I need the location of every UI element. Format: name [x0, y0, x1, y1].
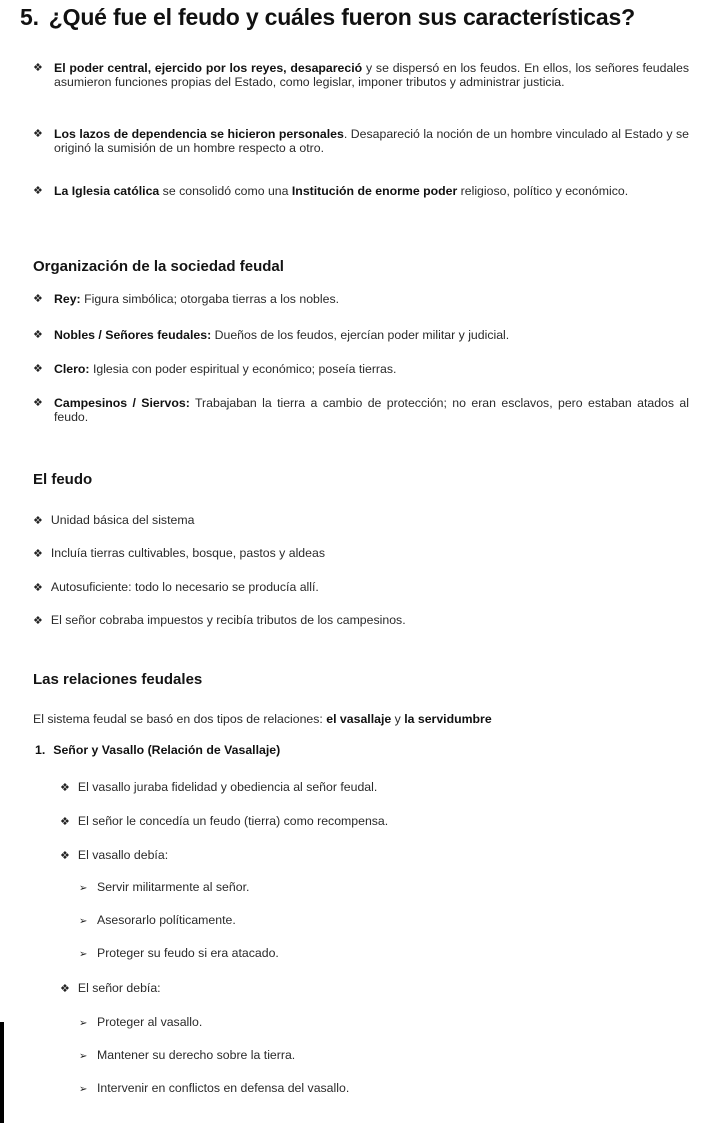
intro-text: se consolidó como una: [159, 184, 292, 198]
diamond-bullet-icon: ❖: [33, 548, 43, 560]
vasallo-duty-text: Servir militarmente al señor.: [97, 880, 250, 894]
subsection-heading-vasallaje: [35, 743, 280, 757]
org-item-lead: Clero:: [54, 362, 90, 376]
question-text: ¿Qué fue el feudo y cuáles fueron sus características?: [48, 4, 635, 30]
feudo-item: [33, 580, 319, 596]
diamond-bullet-icon: ❖: [33, 128, 43, 140]
relaciones-intro-text: El sistema feudal se basó en dos tipos de relaciones:: [33, 712, 327, 726]
diamond-bullet-icon: ❖: [33, 582, 43, 594]
org-item-campesinos: [54, 397, 689, 424]
arrow-bullet-icon: ➢: [79, 883, 88, 894]
feudo-item-text: El señor cobraba impuestos y recibía tributos de los campesinos.: [50, 613, 406, 627]
feudo-item-text: Autosuficiente: todo lo necesario se producía allí.: [50, 580, 319, 594]
senor-duty: [79, 1015, 202, 1031]
intro-lead: La Iglesia católica: [54, 184, 160, 198]
feudo-item: [33, 546, 325, 562]
org-item-clero: [54, 363, 689, 377]
arrow-bullet-icon: ➢: [79, 1084, 88, 1095]
relaciones-intro-bold: la servidumbre: [404, 712, 492, 726]
intro-item: [54, 128, 689, 155]
senor-duty: [79, 1048, 295, 1064]
diamond-bullet-icon: ❖: [33, 363, 43, 375]
vasallo-duties-label-text: El vasallo debía:: [77, 848, 169, 862]
feudo-item: [33, 613, 406, 629]
org-item-lead: Nobles / Señores feudales:: [54, 328, 212, 342]
relaciones-intro: [33, 712, 492, 726]
vasallo-duty: [79, 880, 249, 896]
senor-duty: [79, 1081, 349, 1097]
senor-duties-label-text: El señor debía:: [77, 981, 161, 995]
org-item-lead: Rey:: [54, 292, 81, 306]
intro-lead: El poder central, ejercido por los reyes, desapareció: [54, 61, 363, 75]
feudo-item-text: Incluía tierras cultivables, bosque, pastos y aldeas: [50, 546, 325, 560]
org-item-text: Dueños de los feudos, ejercían poder militar y judicial.: [211, 328, 510, 342]
diamond-bullet-icon: ❖: [33, 293, 43, 305]
diamond-bullet-icon: ❖: [33, 62, 43, 74]
intro-item: [54, 62, 689, 89]
feudo-item: [33, 513, 194, 529]
diamond-bullet-icon: ❖: [60, 850, 70, 862]
diamond-bullet-icon: ❖: [60, 983, 70, 995]
senor-duty-text: Mantener su derecho sobre la tierra.: [97, 1048, 296, 1062]
diamond-bullet-icon: ❖: [33, 185, 43, 197]
vasallo-duty-text: Asesorarlo políticamente.: [97, 913, 236, 927]
vasallaje-item: [60, 780, 377, 796]
vasallo-duties-label: [60, 848, 168, 864]
vasallaje-item-text: El señor le concedía un feudo (tierra) como recompensa.: [77, 814, 389, 828]
diamond-bullet-icon: ❖: [33, 397, 43, 409]
diamond-bullet-icon: ❖: [33, 615, 43, 627]
section-heading-organizacion: Organización de la sociedad feudal: [33, 258, 284, 275]
intro-lead: Institución de enorme poder: [291, 184, 458, 198]
org-item-text: Iglesia con poder espiritual y económico; poseía tierras.: [89, 362, 397, 376]
org-item-text: Trabajaban la tierra a cambio de protección; no eran esclavos, pero estaban atados al feudo.: [54, 396, 689, 424]
subsection-title: Señor y Vasallo (Relación de Vasallaje): [53, 743, 281, 757]
feudo-item-text: Unidad básica del sistema: [50, 513, 195, 527]
arrow-bullet-icon: ➢: [79, 1051, 88, 1062]
intro-text: y se dispersó en los feudos. En ellos, los señores feudales asumieron funciones propias del Estado, como legislar, imponer tributos y administrar justicia.: [54, 61, 690, 89]
vasallo-duty: [79, 913, 236, 929]
intro-text: . Desapareció la noción de un hombre vinculado al Estado y se originó la sumisión de un hombre respecto a otro.: [54, 127, 689, 155]
intro-lead: Los lazos de dependencia se hicieron personales: [54, 127, 344, 141]
vasallaje-item: [60, 814, 388, 830]
arrow-bullet-icon: ➢: [79, 949, 88, 960]
question-number: 5.: [20, 4, 39, 30]
org-item-lead: Campesinos / Siervos:: [54, 396, 190, 410]
section-heading-feudo: El feudo: [33, 471, 93, 488]
intro-item: [54, 185, 689, 199]
org-item-nobles: [54, 329, 689, 343]
senor-duty-text: Proteger al vasallo.: [97, 1015, 203, 1029]
diamond-bullet-icon: ❖: [33, 515, 43, 527]
senor-duties-label: [60, 981, 161, 997]
vasallo-duty-text: Proteger su feudo si era atacado.: [97, 946, 279, 960]
section-heading-relaciones: Las relaciones feudales: [33, 671, 203, 688]
page-title: [20, 4, 716, 31]
left-edge-bar: [0, 1022, 4, 1123]
diamond-bullet-icon: ❖: [60, 782, 70, 794]
arrow-bullet-icon: ➢: [79, 1018, 88, 1029]
subsection-number: 1.: [35, 743, 46, 757]
vasallaje-item-text: El vasallo juraba fidelidad y obediencia al señor feudal.: [77, 780, 378, 794]
org-item-text: Figura simbólica; otorgaba tierras a los nobles.: [80, 292, 340, 306]
diamond-bullet-icon: ❖: [33, 329, 43, 341]
org-item-rey: [54, 293, 689, 307]
vasallo-duty: [79, 946, 279, 962]
relaciones-intro-bold: el vasallaje: [326, 712, 392, 726]
diamond-bullet-icon: ❖: [60, 816, 70, 828]
relaciones-intro-text: y: [391, 712, 405, 726]
senor-duty-text: Intervenir en conflictos en defensa del vasallo.: [97, 1081, 350, 1095]
intro-text: religioso, político y económico.: [457, 184, 629, 198]
arrow-bullet-icon: ➢: [79, 916, 88, 927]
